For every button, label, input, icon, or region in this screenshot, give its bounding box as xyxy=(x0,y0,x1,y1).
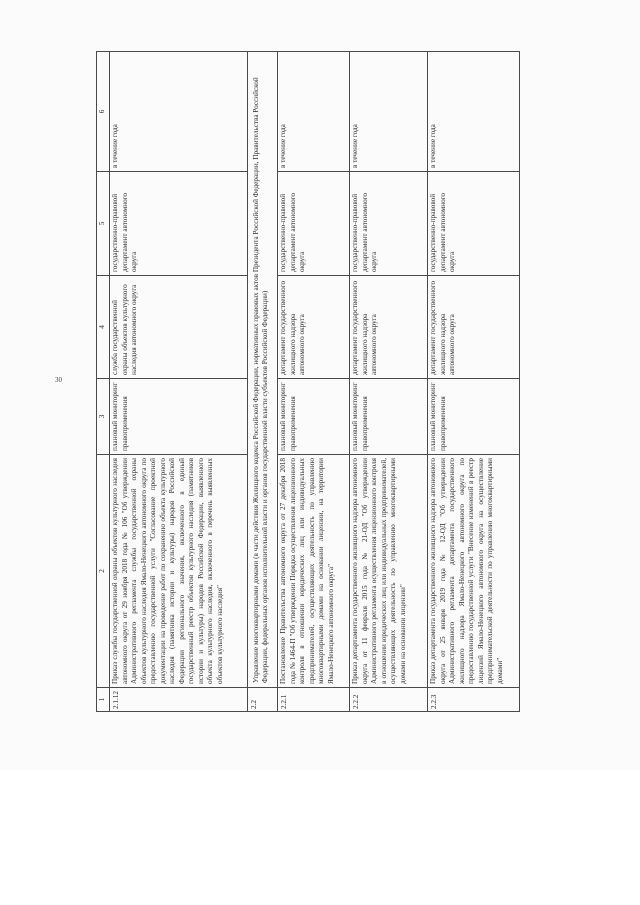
column-header: 5 xyxy=(97,172,110,276)
row-number: 2.1.12 xyxy=(109,688,247,712)
row-executor: департамент государственного жилищного надзора автономного округа xyxy=(349,276,427,379)
column-header: 6 xyxy=(97,52,110,172)
row-description: Приказ департамента государственного жилищного надзора автономного округа от 11 февраля 2015 года № 21-ОД "Об утверждении Административного регламента осуществления лицензионного контроля в отношении юридических лиц или индивидуальных предпринимателей, осуществляющих деятельность по управлению многоквартирными домами на основании лицензии" xyxy=(349,455,427,688)
row-executor: департамент государственного жилищного надзора автономного округа xyxy=(277,276,349,379)
column-header: 1 xyxy=(97,688,110,712)
row-description: Приказ департамента государственного жилищного надзора автономного округа от 25 января 2019 года № 12-ОД "Об утверждении Административного регламента департамента государственного жилищного надзора Ямало-Ненецкого автономного округа по предоставлению государственной услуги "Внесение изменений в реестр лицензий Ямало-Ненецкого автономного округа на осуществление предпринимательской деятельности по управлению многоквартирными домами" xyxy=(427,455,520,688)
column-header: 4 xyxy=(97,276,110,379)
table-header-row xyxy=(97,52,110,712)
row-coexecutor: государственно-правовой департамент автономного округа xyxy=(109,172,247,276)
section-title: Управление многоквартирными домами (в части действия Жилищного кодекса Российской Федерации, нормативных правовых актов Президента Российской Федерации, Правительства Российской Федерации, федеральных органов исполнительной власти и органов государственной власти субъектов Российской Федерации) xyxy=(247,52,277,688)
section-row xyxy=(247,52,277,712)
column-header: 2 xyxy=(97,455,110,688)
row-form: плановый мониторинг правоприменения xyxy=(109,379,247,455)
column-header: 3 xyxy=(97,379,110,455)
row-deadline: в течение года xyxy=(349,52,427,172)
row-deadline: в течение года xyxy=(109,52,247,172)
row-number: 2.2.1 xyxy=(277,688,349,712)
table-row xyxy=(349,52,427,712)
page-number: 30 xyxy=(55,376,62,384)
row-deadline: в течение года xyxy=(277,52,349,172)
row-executor: служба государственной охраны объектов культурного наследия автономного округа xyxy=(109,276,247,379)
row-executor: департамент государственного жилищного надзора автономного округа xyxy=(427,276,520,379)
row-form: плановый мониторинг правоприменения xyxy=(427,379,520,455)
monitoring-plan-table xyxy=(96,52,520,712)
row-number: 2.2 xyxy=(247,688,277,712)
row-coexecutor: государственно-правовой департамент автономного округа xyxy=(277,172,349,276)
table-row xyxy=(427,52,520,712)
row-form: плановый мониторинг правоприменения xyxy=(277,379,349,455)
row-description: Постановление Правительства автономного округа от 27 декабря 2018 года № 1464-П "Об утверждении Порядка осуществления лицензионного контроля в отношении юридических лиц или индивидуальных предпринимателей, осуществляющих деятельность по управлению многоквартирными домами на основании лицензии, на территории Ямало-Ненецкого автономного округа" xyxy=(277,455,349,688)
row-number: 2.2.3 xyxy=(427,688,520,712)
row-description: Приказ службы государственной охраны объектов культурного наследия автономного округа от 29 ноября 2018 года № 106 "Об утверждении Административного регламента службы государственной охраны объектов культурного наследия Ямало-Ненецкого автономного округа по предоставлению государственной услуги "Согласование проектной документации на проведение работ по сохранению объекта культурного наследия (памятника истории и культуры) народов Российской Федерации регионального значения, включенного в единый государственный реестр объектов культурного наследия (памятников истории и культуры) народов Российской Федерации, выявленного объекта культурного наследия, включенного в перечень выявленных объектов культурного наследия" xyxy=(109,455,247,688)
row-form: плановый мониторинг правоприменения xyxy=(349,379,427,455)
table-row xyxy=(109,52,247,712)
row-coexecutor: государственно-правовой департамент автономного округа xyxy=(427,172,520,276)
table-row xyxy=(277,52,349,712)
row-number: 2.2.2 xyxy=(349,688,427,712)
table-grid xyxy=(96,51,520,712)
row-coexecutor: государственно-правовой департамент автономного округа xyxy=(349,172,427,276)
row-deadline: в течение года xyxy=(427,52,520,172)
